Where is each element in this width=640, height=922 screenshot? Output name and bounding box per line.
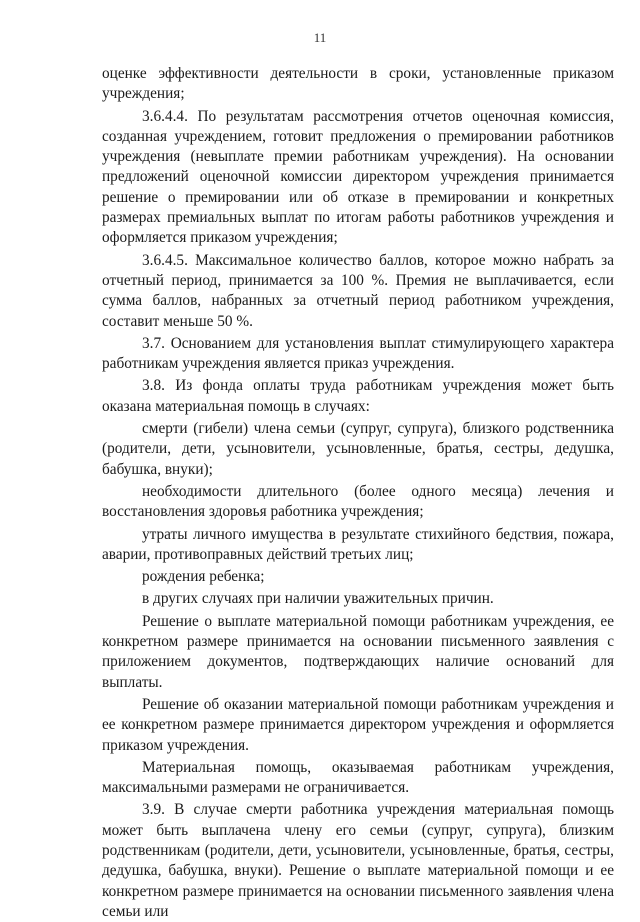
paragraph: Материальная помощь, оказываемая работникам учреждения, максимальными размерами не ограничивается. — [102, 758, 614, 797]
paragraph: Решение об оказании материальной помощи работникам учреждения и ее конкретном размере принимается директором учреждения и оформляется приказом учреждения. — [102, 695, 614, 754]
paragraph: Решение о выплате материальной помощи работникам учреждения, ее конкретном размере принимается на основании письменного заявления с приложением документов, подтверждающих наличие оснований для выплаты. — [102, 612, 614, 691]
paragraph: смерти (гибели) члена семьи (супруг, супруга), близкого родственника (родители, дети, усыновители, усыновленные, братья, сестры, дедушка, бабушка, внуки); — [102, 420, 614, 478]
paragraph: 3.6.4.5. Максимальное количество баллов, которое можно набрать за отчетный период, принимается за 100 %. Премия не выплачивается, если сумма баллов, набранных за отчетный период работником учреждения, составит меньше 50 %. — [102, 251, 614, 330]
paragraph: оценке эффективности деятельности в сроки, установленные приказом учреждения; — [102, 65, 614, 103]
paragraph: утраты личного имущества в результате стихийного бедствия, пожара, аварии, противоправных действий третьих лиц; — [102, 525, 614, 563]
document-body — [102, 64, 614, 922]
paragraph: необходимости длительного (более одного месяца) лечения и восстановления здоровья работника учреждения; — [102, 482, 614, 521]
page-number: 11 — [313, 30, 327, 45]
paragraph: в других случаях при наличии уважительных причин. — [142, 590, 494, 608]
paragraph: 3.6.4.4. По результатам рассмотрения отчетов оценочная комиссия, созданная учреждением, готовит предложения о премировании работников учреждения (невыплате премии работникам учреждения). На основании предложений оценочной комиссии директором учреждения принимается решение о премировании или об отказе в премировании и конкретных размерах премиальных выплат по итогам работы работников учреждения и оформляется приказом учреждения; — [102, 107, 614, 247]
paragraph: 3.8. Из фонда оплаты труда работникам учреждения может быть оказана материальная помощь в случаях: — [102, 377, 614, 415]
paragraph: 3.7. Основанием для установления выплат стимулирующего характера работникам учреждения является приказ учреждения. — [102, 334, 614, 373]
paragraph: 3.9. В случае смерти работника учреждения материальная помощь может быть выплачена члену его семьи (супруг, супруга), близким родственникам (родители, дети, усыновители, усыновленные, братья, сестры, дедушка, бабушка, внуки). Решение о выплате материальной помощи и ее конкретном размере принимается на основании письменного заявления члена семьи или — [102, 801, 614, 920]
paragraph: рождения ребенка; — [142, 568, 265, 586]
